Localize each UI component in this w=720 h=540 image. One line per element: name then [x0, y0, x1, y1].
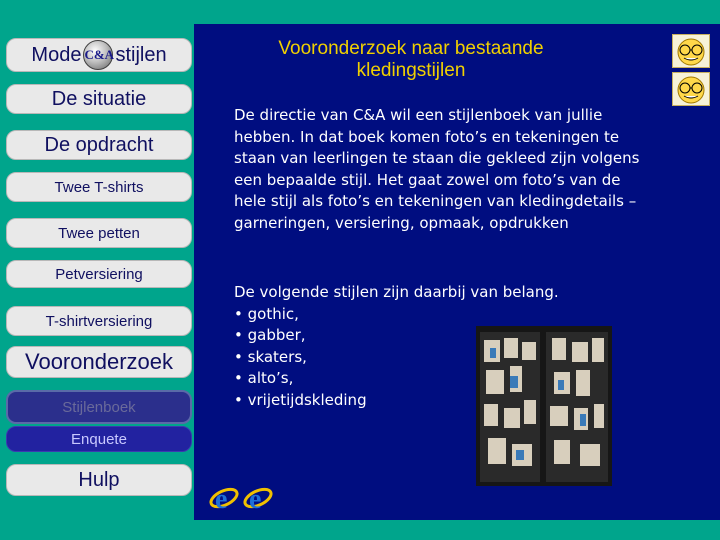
nav-label: Hulp	[78, 468, 120, 491]
nav-label: Petversiering	[55, 265, 143, 283]
top-strip	[0, 0, 720, 24]
brand-left: Mode	[31, 43, 82, 66]
svg-text:e: e	[215, 484, 228, 514]
nav-twee-t-shirts[interactable]	[6, 172, 192, 202]
nav-label: De opdracht	[44, 133, 154, 156]
face-icon[interactable]	[672, 34, 710, 68]
nav-label: Twee petten	[58, 224, 140, 242]
nav-t-shirtversiering[interactable]	[6, 306, 192, 336]
list-item: • vrijetijdskleding	[234, 390, 654, 412]
nav-de-opdracht[interactable]	[6, 130, 192, 160]
list-item: • gabber,	[234, 325, 654, 347]
ca-logo-icon: C&A	[83, 40, 113, 70]
page-title: Vooronderzoek naar bestaande kledingstijlen	[278, 38, 544, 81]
nav-label: De situatie	[51, 87, 147, 110]
list-item: • gothic,	[234, 304, 654, 326]
nav-label: T-shirtversiering	[45, 312, 153, 330]
nav-petversiering[interactable]	[6, 260, 192, 288]
svg-text:e: e	[249, 484, 262, 514]
stijlenboek-photo	[476, 326, 612, 486]
nav-label: Vooronderzoek	[25, 349, 173, 374]
nav-de-situatie[interactable]	[6, 84, 192, 114]
nav-hulp[interactable]	[6, 464, 192, 496]
bottom-strip	[0, 520, 720, 540]
nav-label: Stijlenboek	[62, 398, 136, 416]
nav-stijlenboek[interactable]	[6, 390, 192, 424]
internet-explorer-icon[interactable]	[208, 480, 240, 514]
list-item: • alto’s,	[234, 368, 654, 390]
list-item: • skaters,	[234, 347, 654, 369]
nav-label: Twee T-shirts	[54, 178, 144, 196]
styles-heading: De volgende stijlen zijn daarbij van belang.	[234, 283, 559, 301]
nav-label: Enquete	[71, 430, 127, 448]
intro-text: De directie van C&A wil een stijlenboek van jullie hebben. In dat boek komen foto’s en tekeningen te staan van leerlingen te staan die gekleed zijn volgens een bepaalde stijl. Het gaat zowel om foto’s van de hele stijl als foto’s en tekeningen van kledingdetails – garneringen, versiering, opmaak, opdrukken	[234, 106, 640, 232]
nav-enquete[interactable]	[6, 426, 192, 452]
brand-button[interactable]	[6, 38, 192, 72]
nav-vooronderzoek[interactable]	[6, 346, 192, 378]
face-icon[interactable]	[672, 72, 710, 106]
main-panel	[194, 24, 720, 520]
brand-right: stijlen	[115, 43, 167, 66]
nav-twee-petten[interactable]	[6, 218, 192, 248]
internet-explorer-icon[interactable]	[242, 480, 274, 514]
